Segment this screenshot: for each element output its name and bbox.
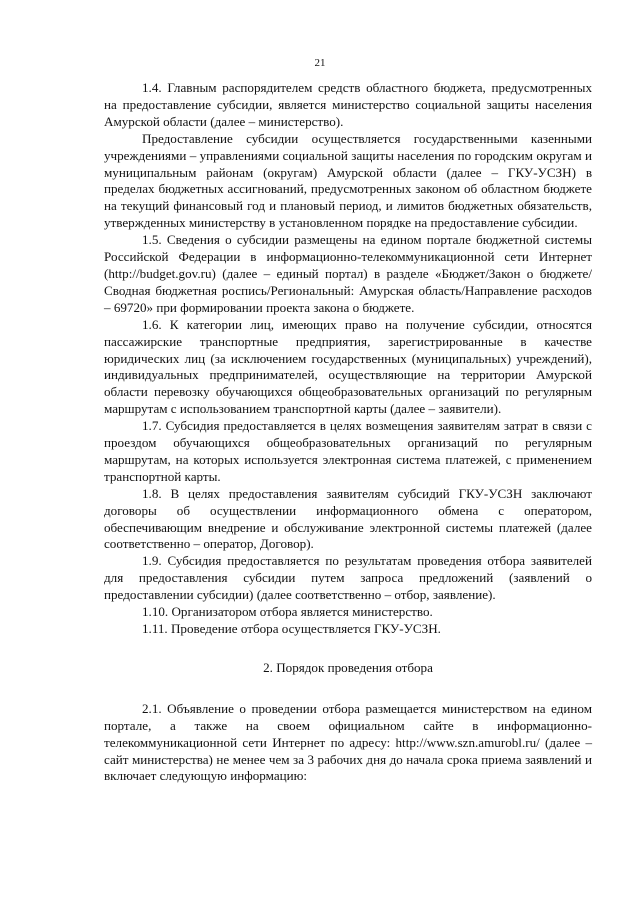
paragraph-1-11: 1.11. Проведение отбора осуществляется ГКУ-УСЗН.	[142, 621, 441, 636]
document-body	[104, 80, 592, 785]
paragraph-subsidy-provision: Предоставление субсидии осуществляется государственными казенными учреждениями – управлениями социальной защиты населения по городским округам и муниципальным районам (округам) Амурской области (далее – ГКУ-УСЗН) в пределах бюджетных ассигнований, предусмотренных законом об областном бюджете на текущий финансовый год и плановый период, и лимитов бюджетных обязательств, утвержденных министерству в установленном порядке на предоставление субсидии.	[104, 130, 592, 231]
paragraph-1-5: 1.5. Сведения о субсидии размещены на едином портале бюджетной системы Российской Федерации в информационно-телекоммуникационной сети Интернет (http://budget.gov.ru) (далее – единый портал) в разделе «Бюджет/Закон о бюджете/Сводная бюджетная роспись/Региональный: Амурская область/Направление расходов – 69720» при формировании проекта закона о бюджете.	[104, 232, 592, 315]
paragraph-1-8: 1.8. В целях предоставления заявителям субсидий ГКУ-УСЗН заключают договоры об осуществлении информационного обмена с оператором, обеспечивающим внедрение и обслуживание электронной системы платежей (далее соответственно – оператор, Договор).	[104, 485, 592, 552]
paragraph-2-1: 2.1. Объявление о проведении отбора размещается министерством на едином портале, а также на своем официальном сайте в информационно-телекоммуникационной сети Интернет по адресу: http://www.szn.amurobl.ru/ (далее – сайт министерства) не менее чем за 3 рабочих дня до начала срока приема заявлений и включает следующую информацию:	[104, 700, 592, 784]
section-title: 2. Порядок проведения отбора	[263, 659, 433, 675]
paragraph-1-4: 1.4. Главным распорядителем средств областного бюджета, предусмотренных на предоставление субсидии, является министерство социальной защиты населения Амурской области (далее – министерство).	[104, 80, 592, 129]
page-number: 21	[314, 57, 326, 69]
paragraph-1-7: 1.7. Субсидия предоставляется в целях возмещения заявителям затрат в связи с проездом обучающихся общеобразовательных организаций по регулярным маршрутам, на которых используется электронная система платежей, с применением транспортной карты.	[104, 418, 592, 484]
paragraph-1-9: 1.9. Субсидия предоставляется по результатам проведения отбора заявителей для предоставления субсидии путем запроса предложений (заявлений о предоставлении субсидии) (далее соответственно – отбор, заявление).	[104, 553, 592, 603]
paragraph-1-6: 1.6. К категории лиц, имеющих право на получение субсидии, относятся пассажирские транспортные предприятия, зарегистрированные в качестве юридических лиц (за исключением государственных (муниципальных) учреждений), индивидуальных предпринимателей, осуществляющие на территории Амурской области перевозку обучающихся общеобразовательных организаций по регулярным маршрутам с использованием транспортной карты (далее – заявители).	[104, 316, 592, 417]
paragraph-1-10: 1.10. Организатором отбора является министерство.	[142, 604, 433, 620]
